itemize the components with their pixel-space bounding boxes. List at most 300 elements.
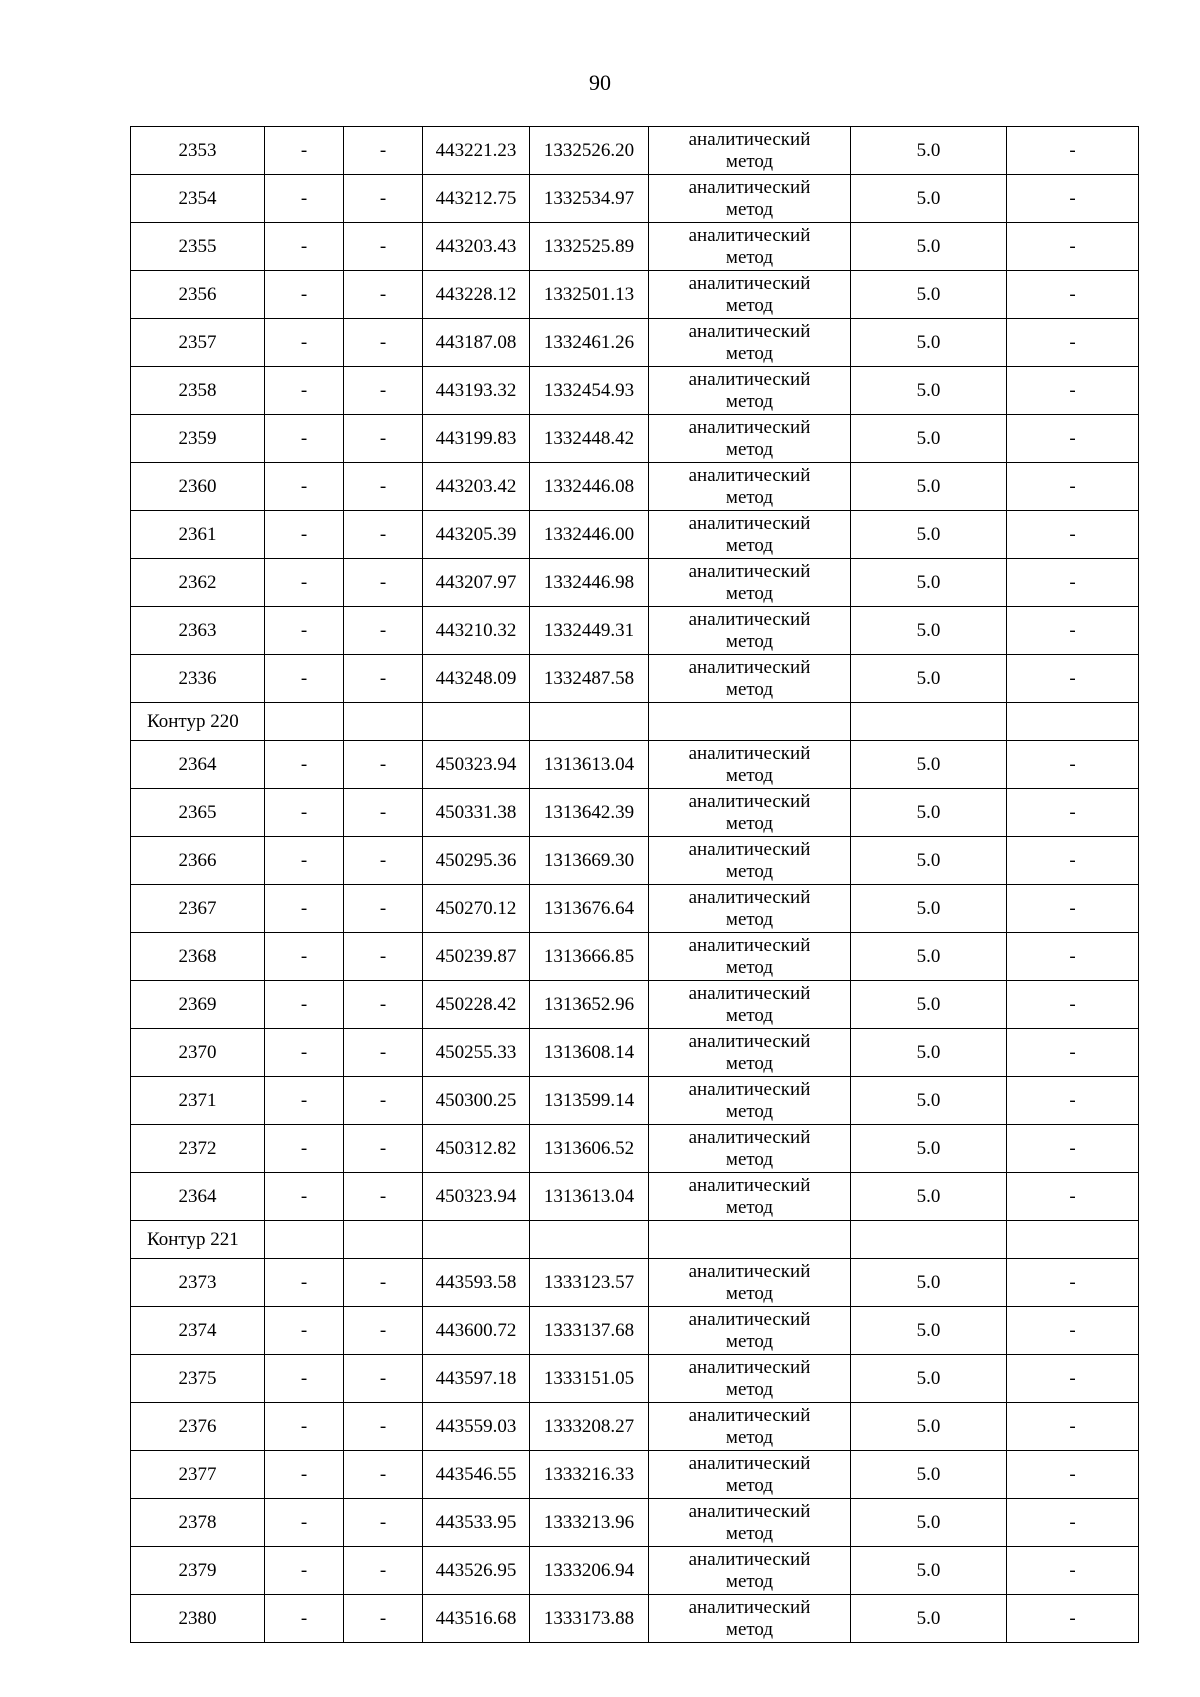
empty-cell <box>649 1221 851 1259</box>
accuracy-cell: 5.0 <box>851 319 1007 367</box>
table-row <box>131 1077 1139 1125</box>
table-row <box>131 1307 1139 1355</box>
method-line-1: аналитический <box>688 128 811 150</box>
column-2-cell: - <box>265 1125 344 1173</box>
accuracy-cell: 5.0 <box>851 127 1007 175</box>
accuracy-cell: 5.0 <box>851 933 1007 981</box>
x-coordinate-cell: 443203.42 <box>423 463 530 511</box>
x-coordinate-cell: 450323.94 <box>423 1173 530 1221</box>
method-line-1: аналитический <box>688 272 811 294</box>
note-cell: - <box>1007 1355 1139 1403</box>
point-number-cell: 2358 <box>131 367 265 415</box>
y-coordinate-cell: 1333151.05 <box>530 1355 649 1403</box>
table-row <box>131 367 1139 415</box>
note-cell: - <box>1007 559 1139 607</box>
method-cell <box>649 415 851 463</box>
method-line-1: аналитический <box>688 790 811 812</box>
empty-cell <box>1007 703 1139 741</box>
y-coordinate-cell: 1332446.00 <box>530 511 649 559</box>
method-line-2: метод <box>725 1282 774 1304</box>
method-line-2: метод <box>725 198 774 220</box>
x-coordinate-cell: 443212.75 <box>423 175 530 223</box>
accuracy-cell: 5.0 <box>851 1403 1007 1451</box>
x-coordinate-cell: 443600.72 <box>423 1307 530 1355</box>
accuracy-cell: 5.0 <box>851 1547 1007 1595</box>
note-cell: - <box>1007 1403 1139 1451</box>
method-line-2: метод <box>725 956 774 978</box>
table-row <box>131 981 1139 1029</box>
table-row <box>131 319 1139 367</box>
accuracy-cell: 5.0 <box>851 741 1007 789</box>
table-row <box>131 1029 1139 1077</box>
empty-cell <box>1007 1221 1139 1259</box>
x-coordinate-cell: 443210.32 <box>423 607 530 655</box>
column-2-cell: - <box>265 223 344 271</box>
column-2-cell: - <box>265 463 344 511</box>
accuracy-cell: 5.0 <box>851 367 1007 415</box>
note-cell: - <box>1007 1077 1139 1125</box>
note-cell: - <box>1007 415 1139 463</box>
y-coordinate-cell: 1313642.39 <box>530 789 649 837</box>
table-row <box>131 415 1139 463</box>
x-coordinate-cell: 443516.68 <box>423 1595 530 1643</box>
column-3-cell: - <box>344 1547 423 1595</box>
method-line-2: метод <box>725 1618 774 1640</box>
note-cell: - <box>1007 1595 1139 1643</box>
point-number-cell: 2380 <box>131 1595 265 1643</box>
column-3-cell: - <box>344 1595 423 1643</box>
table-row <box>131 175 1139 223</box>
column-3-cell: - <box>344 655 423 703</box>
note-cell: - <box>1007 789 1139 837</box>
method-line-1: аналитический <box>688 464 811 486</box>
accuracy-cell: 5.0 <box>851 1173 1007 1221</box>
point-number-cell: 2377 <box>131 1451 265 1499</box>
point-number-cell: 2353 <box>131 127 265 175</box>
method-line-2: метод <box>725 1474 774 1496</box>
table-row <box>131 1595 1139 1643</box>
column-3-cell: - <box>344 1451 423 1499</box>
accuracy-cell: 5.0 <box>851 1595 1007 1643</box>
column-2-cell: - <box>265 789 344 837</box>
column-3-cell: - <box>344 837 423 885</box>
table-row <box>131 1173 1139 1221</box>
table-row <box>131 463 1139 511</box>
x-coordinate-cell: 443533.95 <box>423 1499 530 1547</box>
method-line-2: метод <box>725 1004 774 1026</box>
method-cell <box>649 1307 851 1355</box>
accuracy-cell: 5.0 <box>851 1355 1007 1403</box>
note-cell: - <box>1007 271 1139 319</box>
method-cell <box>649 319 851 367</box>
x-coordinate-cell: 443203.43 <box>423 223 530 271</box>
y-coordinate-cell: 1332526.20 <box>530 127 649 175</box>
method-line-1: аналитический <box>688 1356 811 1378</box>
note-cell: - <box>1007 981 1139 1029</box>
column-2-cell: - <box>265 885 344 933</box>
column-2-cell: - <box>265 933 344 981</box>
method-cell <box>649 1547 851 1595</box>
method-line-1: аналитический <box>688 1308 811 1330</box>
table-row <box>131 223 1139 271</box>
column-3-cell: - <box>344 1077 423 1125</box>
accuracy-cell: 5.0 <box>851 885 1007 933</box>
column-2-cell: - <box>265 655 344 703</box>
method-cell <box>649 1403 851 1451</box>
note-cell: - <box>1007 175 1139 223</box>
note-cell: - <box>1007 655 1139 703</box>
empty-cell <box>530 1221 649 1259</box>
point-number-cell: 2374 <box>131 1307 265 1355</box>
note-cell: - <box>1007 933 1139 981</box>
y-coordinate-cell: 1313676.64 <box>530 885 649 933</box>
column-2-cell: - <box>265 1029 344 1077</box>
method-cell <box>649 1595 851 1643</box>
point-number-cell: 2378 <box>131 1499 265 1547</box>
method-cell <box>649 1029 851 1077</box>
column-3-cell: - <box>344 559 423 607</box>
table-row <box>131 271 1139 319</box>
method-line-1: аналитический <box>688 934 811 956</box>
accuracy-cell: 5.0 <box>851 655 1007 703</box>
method-line-1: аналитический <box>688 608 811 630</box>
method-line-2: метод <box>725 486 774 508</box>
section-row <box>131 1221 1139 1259</box>
empty-cell <box>344 703 423 741</box>
column-3-cell: - <box>344 319 423 367</box>
accuracy-cell: 5.0 <box>851 175 1007 223</box>
note-cell: - <box>1007 1029 1139 1077</box>
x-coordinate-cell: 443248.09 <box>423 655 530 703</box>
column-2-cell: - <box>265 1355 344 1403</box>
column-3-cell: - <box>344 885 423 933</box>
x-coordinate-cell: 450255.33 <box>423 1029 530 1077</box>
y-coordinate-cell: 1332449.31 <box>530 607 649 655</box>
table-row <box>131 1403 1139 1451</box>
method-line-1: аналитический <box>688 1030 811 1052</box>
method-line-2: метод <box>725 1100 774 1122</box>
point-number-cell: 2336 <box>131 655 265 703</box>
accuracy-cell: 5.0 <box>851 1125 1007 1173</box>
method-line-1: аналитический <box>688 560 811 582</box>
method-cell <box>649 1125 851 1173</box>
table-row <box>131 1451 1139 1499</box>
method-line-2: метод <box>725 1378 774 1400</box>
method-cell <box>649 367 851 415</box>
method-line-2: метод <box>725 1330 774 1352</box>
note-cell: - <box>1007 367 1139 415</box>
note-cell: - <box>1007 223 1139 271</box>
table-row <box>131 933 1139 981</box>
column-3-cell: - <box>344 789 423 837</box>
x-coordinate-cell: 450312.82 <box>423 1125 530 1173</box>
table-row <box>131 741 1139 789</box>
column-2-cell: - <box>265 1173 344 1221</box>
y-coordinate-cell: 1333123.57 <box>530 1259 649 1307</box>
section-row <box>131 703 1139 741</box>
table-body <box>131 127 1139 1643</box>
y-coordinate-cell: 1313669.30 <box>530 837 649 885</box>
y-coordinate-cell: 1332487.58 <box>530 655 649 703</box>
method-line-2: метод <box>725 438 774 460</box>
method-line-1: аналитический <box>688 512 811 534</box>
method-cell <box>649 1355 851 1403</box>
y-coordinate-cell: 1333137.68 <box>530 1307 649 1355</box>
method-cell <box>649 1451 851 1499</box>
note-cell: - <box>1007 837 1139 885</box>
accuracy-cell: 5.0 <box>851 1307 1007 1355</box>
note-cell: - <box>1007 1259 1139 1307</box>
table-row <box>131 789 1139 837</box>
point-number-cell: 2359 <box>131 415 265 463</box>
method-cell <box>649 655 851 703</box>
method-line-1: аналитический <box>688 1404 811 1426</box>
section-label: Контур 220 <box>131 703 265 741</box>
method-line-2: метод <box>725 812 774 834</box>
method-line-2: метод <box>725 1522 774 1544</box>
column-3-cell: - <box>344 463 423 511</box>
x-coordinate-cell: 450239.87 <box>423 933 530 981</box>
method-line-2: метод <box>725 582 774 604</box>
x-coordinate-cell: 450300.25 <box>423 1077 530 1125</box>
point-number-cell: 2355 <box>131 223 265 271</box>
column-2-cell: - <box>265 127 344 175</box>
point-number-cell: 2373 <box>131 1259 265 1307</box>
section-label: Контур 221 <box>131 1221 265 1259</box>
note-cell: - <box>1007 741 1139 789</box>
method-line-2: метод <box>725 1196 774 1218</box>
table-row <box>131 1355 1139 1403</box>
note-cell: - <box>1007 1173 1139 1221</box>
column-2-cell: - <box>265 1451 344 1499</box>
accuracy-cell: 5.0 <box>851 415 1007 463</box>
column-2-cell: - <box>265 415 344 463</box>
method-line-1: аналитический <box>688 1174 811 1196</box>
accuracy-cell: 5.0 <box>851 1499 1007 1547</box>
table-row <box>131 837 1139 885</box>
accuracy-cell: 5.0 <box>851 1029 1007 1077</box>
method-line-1: аналитический <box>688 982 811 1004</box>
accuracy-cell: 5.0 <box>851 223 1007 271</box>
x-coordinate-cell: 450228.42 <box>423 981 530 1029</box>
y-coordinate-cell: 1313666.85 <box>530 933 649 981</box>
column-3-cell: - <box>344 741 423 789</box>
x-coordinate-cell: 443546.55 <box>423 1451 530 1499</box>
table-row <box>131 885 1139 933</box>
method-line-2: метод <box>725 342 774 364</box>
column-2-cell: - <box>265 175 344 223</box>
column-2-cell: - <box>265 1307 344 1355</box>
accuracy-cell: 5.0 <box>851 1259 1007 1307</box>
method-line-2: метод <box>725 150 774 172</box>
table-row <box>131 511 1139 559</box>
x-coordinate-cell: 443193.32 <box>423 367 530 415</box>
y-coordinate-cell: 1332446.98 <box>530 559 649 607</box>
point-number-cell: 2365 <box>131 789 265 837</box>
column-2-cell: - <box>265 1077 344 1125</box>
table-row <box>131 1259 1139 1307</box>
column-2-cell: - <box>265 837 344 885</box>
column-3-cell: - <box>344 367 423 415</box>
point-number-cell: 2367 <box>131 885 265 933</box>
column-3-cell: - <box>344 511 423 559</box>
x-coordinate-cell: 443526.95 <box>423 1547 530 1595</box>
accuracy-cell: 5.0 <box>851 1077 1007 1125</box>
method-line-1: аналитический <box>688 1126 811 1148</box>
point-number-cell: 2357 <box>131 319 265 367</box>
point-number-cell: 2356 <box>131 271 265 319</box>
note-cell: - <box>1007 1499 1139 1547</box>
point-number-cell: 2375 <box>131 1355 265 1403</box>
y-coordinate-cell: 1332501.13 <box>530 271 649 319</box>
method-cell <box>649 1499 851 1547</box>
y-coordinate-cell: 1333216.33 <box>530 1451 649 1499</box>
empty-cell <box>851 1221 1007 1259</box>
note-cell: - <box>1007 127 1139 175</box>
point-number-cell: 2362 <box>131 559 265 607</box>
method-line-2: метод <box>725 390 774 412</box>
method-line-2: метод <box>725 908 774 930</box>
column-3-cell: - <box>344 175 423 223</box>
y-coordinate-cell: 1313613.04 <box>530 741 649 789</box>
method-line-2: метод <box>725 534 774 556</box>
point-number-cell: 2354 <box>131 175 265 223</box>
method-line-1: аналитический <box>688 1078 811 1100</box>
method-cell <box>649 511 851 559</box>
empty-cell <box>530 703 649 741</box>
method-line-2: метод <box>725 1052 774 1074</box>
method-cell <box>649 741 851 789</box>
method-line-2: метод <box>725 246 774 268</box>
x-coordinate-cell: 450270.12 <box>423 885 530 933</box>
x-coordinate-cell: 443228.12 <box>423 271 530 319</box>
column-2-cell: - <box>265 1499 344 1547</box>
point-number-cell: 2379 <box>131 1547 265 1595</box>
y-coordinate-cell: 1313599.14 <box>530 1077 649 1125</box>
column-3-cell: - <box>344 1355 423 1403</box>
empty-cell <box>423 1221 530 1259</box>
column-3-cell: - <box>344 223 423 271</box>
column-3-cell: - <box>344 1307 423 1355</box>
x-coordinate-cell: 450331.38 <box>423 789 530 837</box>
method-cell <box>649 127 851 175</box>
accuracy-cell: 5.0 <box>851 559 1007 607</box>
note-cell: - <box>1007 1547 1139 1595</box>
method-cell <box>649 607 851 655</box>
method-line-1: аналитический <box>688 656 811 678</box>
point-number-cell: 2363 <box>131 607 265 655</box>
column-3-cell: - <box>344 415 423 463</box>
column-3-cell: - <box>344 127 423 175</box>
column-3-cell: - <box>344 1259 423 1307</box>
method-line-1: аналитический <box>688 1452 811 1474</box>
method-line-2: метод <box>725 1426 774 1448</box>
column-2-cell: - <box>265 1547 344 1595</box>
method-line-2: метод <box>725 678 774 700</box>
column-3-cell: - <box>344 1403 423 1451</box>
method-line-1: аналитический <box>688 176 811 198</box>
column-3-cell: - <box>344 607 423 655</box>
y-coordinate-cell: 1333173.88 <box>530 1595 649 1643</box>
empty-cell <box>649 703 851 741</box>
note-cell: - <box>1007 463 1139 511</box>
method-line-2: метод <box>725 630 774 652</box>
note-cell: - <box>1007 1307 1139 1355</box>
method-line-1: аналитический <box>688 742 811 764</box>
x-coordinate-cell: 443199.83 <box>423 415 530 463</box>
accuracy-cell: 5.0 <box>851 837 1007 885</box>
note-cell: - <box>1007 885 1139 933</box>
method-cell <box>649 175 851 223</box>
accuracy-cell: 5.0 <box>851 463 1007 511</box>
method-cell <box>649 559 851 607</box>
column-3-cell: - <box>344 933 423 981</box>
method-line-2: метод <box>725 1570 774 1592</box>
note-cell: - <box>1007 607 1139 655</box>
method-line-2: метод <box>725 294 774 316</box>
method-line-2: метод <box>725 860 774 882</box>
method-cell <box>649 885 851 933</box>
column-3-cell: - <box>344 1499 423 1547</box>
table-row <box>131 655 1139 703</box>
column-3-cell: - <box>344 981 423 1029</box>
column-2-cell: - <box>265 1403 344 1451</box>
empty-cell <box>344 1221 423 1259</box>
column-3-cell: - <box>344 1029 423 1077</box>
column-2-cell: - <box>265 741 344 789</box>
column-2-cell: - <box>265 607 344 655</box>
point-number-cell: 2372 <box>131 1125 265 1173</box>
y-coordinate-cell: 1332446.08 <box>530 463 649 511</box>
method-line-1: аналитический <box>688 838 811 860</box>
page-number: 90 <box>589 70 611 95</box>
accuracy-cell: 5.0 <box>851 1451 1007 1499</box>
table-row <box>131 607 1139 655</box>
point-number-cell: 2371 <box>131 1077 265 1125</box>
y-coordinate-cell: 1313613.04 <box>530 1173 649 1221</box>
accuracy-cell: 5.0 <box>851 607 1007 655</box>
y-coordinate-cell: 1332461.26 <box>530 319 649 367</box>
point-number-cell: 2368 <box>131 933 265 981</box>
column-2-cell: - <box>265 1259 344 1307</box>
x-coordinate-cell: 443205.39 <box>423 511 530 559</box>
method-cell <box>649 463 851 511</box>
y-coordinate-cell: 1333208.27 <box>530 1403 649 1451</box>
point-number-cell: 2364 <box>131 1173 265 1221</box>
accuracy-cell: 5.0 <box>851 511 1007 559</box>
method-line-1: аналитический <box>688 1596 811 1618</box>
empty-cell <box>423 703 530 741</box>
accuracy-cell: 5.0 <box>851 789 1007 837</box>
note-cell: - <box>1007 511 1139 559</box>
method-cell <box>649 1077 851 1125</box>
table-row <box>131 1499 1139 1547</box>
accuracy-cell: 5.0 <box>851 981 1007 1029</box>
column-2-cell: - <box>265 319 344 367</box>
column-2-cell: - <box>265 1595 344 1643</box>
x-coordinate-cell: 443597.18 <box>423 1355 530 1403</box>
column-2-cell: - <box>265 367 344 415</box>
method-cell <box>649 271 851 319</box>
column-3-cell: - <box>344 1173 423 1221</box>
y-coordinate-cell: 1333213.96 <box>530 1499 649 1547</box>
point-number-cell: 2370 <box>131 1029 265 1077</box>
x-coordinate-cell: 443593.58 <box>423 1259 530 1307</box>
y-coordinate-cell: 1332454.93 <box>530 367 649 415</box>
y-coordinate-cell: 1313606.52 <box>530 1125 649 1173</box>
y-coordinate-cell: 1332448.42 <box>530 415 649 463</box>
method-cell <box>649 837 851 885</box>
